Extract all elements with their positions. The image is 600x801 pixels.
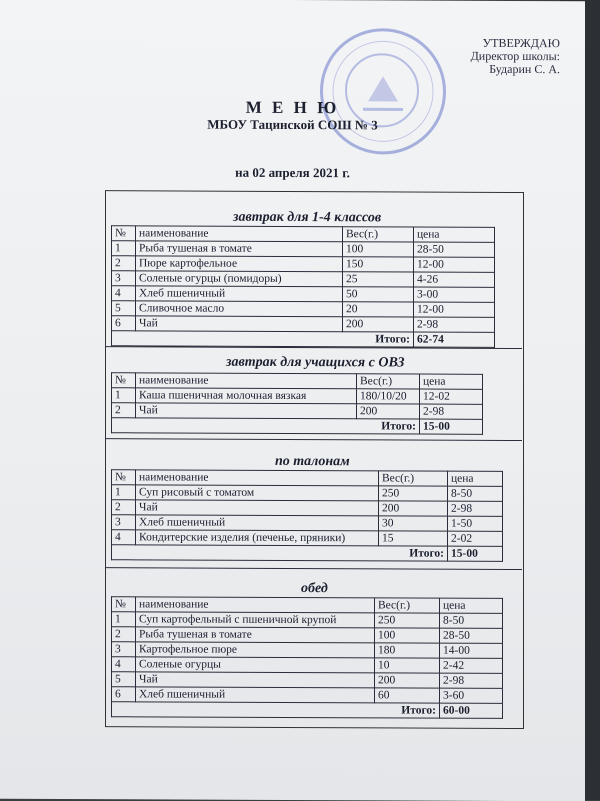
coupons-table [111,469,503,562]
total-label: Итого: [112,331,414,347]
column-weight: Вес(г.) [343,227,414,242]
table-row [112,642,503,659]
cell-name: Картофельное пюре [136,642,375,658]
cell-num: 4 [112,530,136,545]
cell-weight: 25 [343,272,414,287]
lunch-table [111,596,503,719]
cell-price: 12-00 [414,257,495,272]
column-name: наименование [136,373,357,389]
column-num: № [112,470,136,485]
cell-num: 5 [112,301,136,316]
cell-price: 8-50 [448,486,503,501]
cell-num: 2 [112,403,136,418]
total-row [112,545,503,562]
cell-name: Хлеб пшеничный [136,687,375,703]
table-row [112,627,503,644]
column-name: наименование [136,597,375,613]
cell-weight: 15 [379,531,448,546]
total-value: 60-00 [440,703,503,718]
total-value: 62-74 [414,332,495,347]
cell-num: 1 [112,485,136,500]
cell-num: 6 [112,316,136,331]
column-weight: Вес(г.) [379,471,448,486]
cell-price: 2-98 [440,673,503,688]
section-title-breakfast: завтрак для 1-4 классов [233,209,382,226]
total-row [112,418,483,435]
page-title: М Е Н Ю [245,97,340,118]
cell-num: 5 [112,672,136,687]
cell-weight: 50 [343,287,414,302]
table-row [112,271,495,288]
total-label: Итого: [112,545,448,561]
column-num: № [112,597,136,612]
approval-line-1: УТВЕРЖДАЮ [482,35,560,51]
ovz-table [111,372,483,435]
table-row [112,403,483,420]
table-row [112,485,503,502]
column-price: цена [440,598,503,613]
cell-num: 4 [112,657,136,672]
cell-name: Чай [136,672,375,688]
cell-price: 2-98 [414,317,495,332]
cell-price: 3-00 [414,287,495,302]
cell-name: Суп рисовый с томатом [136,485,379,501]
total-value: 15-00 [448,546,503,561]
cell-price: 2-98 [420,404,483,419]
table-row [112,256,495,273]
table-header-row [112,470,503,487]
cell-price: 2-42 [440,658,503,673]
cell-price: 3-60 [440,688,503,703]
cell-num: 2 [112,500,136,515]
school-name: МБОУ Тацинской СОШ № 3 [207,116,378,133]
column-price: цена [420,374,483,389]
cell-weight: 180 [375,643,440,658]
cell-name: Соленые огурцы [136,657,375,673]
cell-num: 1 [112,612,136,627]
cell-weight: 200 [357,404,420,419]
cell-num: 6 [112,687,136,702]
cell-num: 2 [112,627,136,642]
cell-num: 3 [112,515,136,530]
cell-weight: 100 [343,242,414,257]
table-row [112,241,495,258]
total-value: 15-00 [420,419,483,434]
total-label: Итого: [112,418,420,434]
cell-name: Рыба тушеная в томате [136,241,343,257]
table-row [112,286,495,303]
total-row [112,331,495,348]
cell-num: 3 [112,271,136,286]
cell-name: Чай [136,316,343,332]
table-row [112,515,503,532]
cell-name: Суп картофельный с пшеничной крупой [136,612,375,628]
cell-num: 2 [112,256,136,271]
approval-block [440,37,560,77]
breakfast-table [111,225,495,348]
cell-price: 1-50 [448,516,503,531]
cell-price: 28-50 [440,628,503,643]
cell-weight: 100 [375,628,440,643]
cell-weight: 200 [379,501,448,516]
menu-date: на 02 апреля 2021 г. [235,164,350,181]
table-header-row [112,597,503,614]
cell-name: Кондитерские изделия (печенье, пряники) [136,530,379,546]
total-row [112,702,503,719]
cell-weight: 200 [343,317,414,332]
cell-name: Рыба тушеная в томате [136,627,375,643]
cell-weight: 200 [375,673,440,688]
cell-name: Сливочное масло [136,301,343,317]
cell-price: 12-00 [414,302,495,317]
cell-weight: 30 [379,516,448,531]
section-title-coupons: по талонам [275,453,350,470]
column-price: цена [448,471,503,486]
approval-line-3: Бударин С. А. [489,61,560,77]
section-title-ovz: завтрак для учащихся с ОВЗ [226,354,405,371]
cell-weight: 20 [343,302,414,317]
cell-name: Чай [136,500,379,516]
cell-name: Пюре картофельное [136,256,343,272]
column-weight: Вес(г.) [357,374,420,389]
cell-weight: 150 [343,257,414,272]
table-row [112,687,503,704]
table-row [112,612,503,629]
school-seal [320,28,446,155]
total-label: Итого: [112,702,440,718]
section-title-lunch: обед [301,581,328,597]
column-num: № [112,226,136,241]
cell-price: 28-50 [414,242,495,257]
column-price: цена [414,227,495,242]
cell-weight: 250 [379,486,448,501]
cell-weight: 10 [375,658,440,673]
cell-weight: 180/10/20 [357,389,420,404]
cell-num: 4 [112,286,136,301]
column-name: наименование [136,470,379,486]
table-header-row [112,226,495,243]
cell-name: Соленые огурцы (помидоры) [136,271,343,287]
table-row [112,657,503,674]
column-weight: Вес(г.) [375,598,440,613]
cell-price: 4-26 [414,272,495,287]
cell-num: 1 [112,388,136,403]
cell-weight: 60 [375,688,440,703]
table-row [112,316,495,333]
table-row [112,301,495,318]
cell-price: 8-50 [440,613,503,628]
table-row [112,672,503,689]
approval-line-2: Директор школы: [470,48,560,64]
cell-name: Хлеб пшеничный [136,286,343,302]
cell-name: Хлеб пшеничный [136,515,379,531]
column-name: наименование [136,226,343,242]
cell-num: 1 [112,241,136,256]
cell-weight: 250 [375,613,440,628]
table-row [112,530,503,547]
cell-num: 3 [112,642,136,657]
cell-price: 2-98 [448,501,503,516]
table-row [112,500,503,517]
cell-price: 12-02 [420,389,483,404]
cell-price: 14-00 [440,643,503,658]
cell-price: 2-02 [448,531,503,546]
column-num: № [112,373,136,388]
table-header-row [112,373,483,390]
cell-name: Чай [136,403,357,419]
table-row [112,388,483,405]
cell-name: Каша пшеничная молочная вязкая [136,388,357,404]
